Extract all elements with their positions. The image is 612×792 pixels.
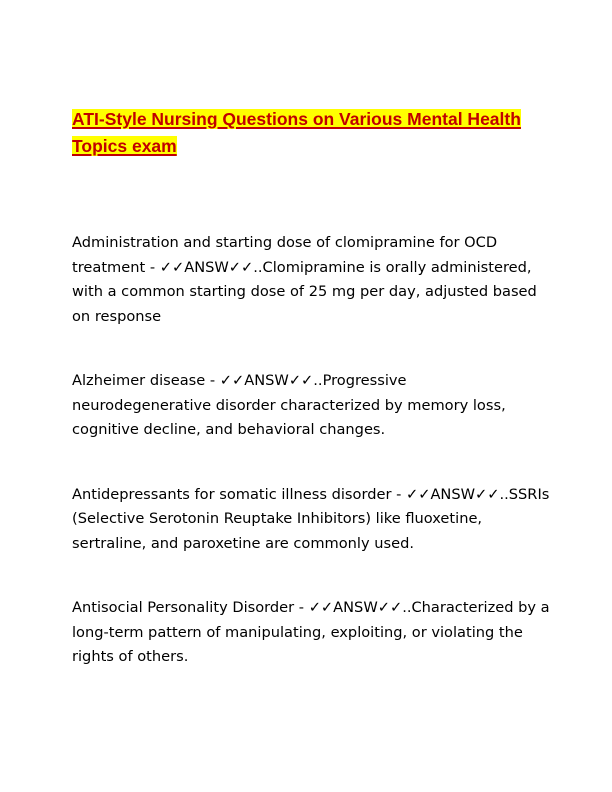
document-title-text: ATI-Style Nursing Questions on Various Mental Health Topics exam bbox=[72, 109, 521, 156]
document-title bbox=[72, 106, 542, 160]
question-answer-list bbox=[72, 231, 550, 710]
qa-item-antidepressants: Antidepressants for somatic illness disorder - ✓✓ANSW✓✓..SSRIs (Selective Serotonin Reuptake Inhibitors) like fluoxetine, sertraline, and paroxetine are commonly used. bbox=[72, 485, 550, 552]
qa-item-alzheimer: Alzheimer disease - ✓✓ANSW✓✓..Progressive neurodegenerative disorder characterized by memory loss, cognitive decline, and behavioral changes. bbox=[72, 372, 506, 438]
qa-item-antisocial: Antisocial Personality Disorder - ✓✓ANSW✓✓..Characterized by a long-term pattern of manipulating, exploiting, or violating the rights of others. bbox=[72, 599, 550, 665]
qa-item-clomipramine: Administration and starting dose of clomipramine for OCD treatment - ✓✓ANSW✓✓..Clomipramine is orally administered, with a common starting dose of 25 mg per day, adjusted based on response bbox=[72, 234, 537, 325]
